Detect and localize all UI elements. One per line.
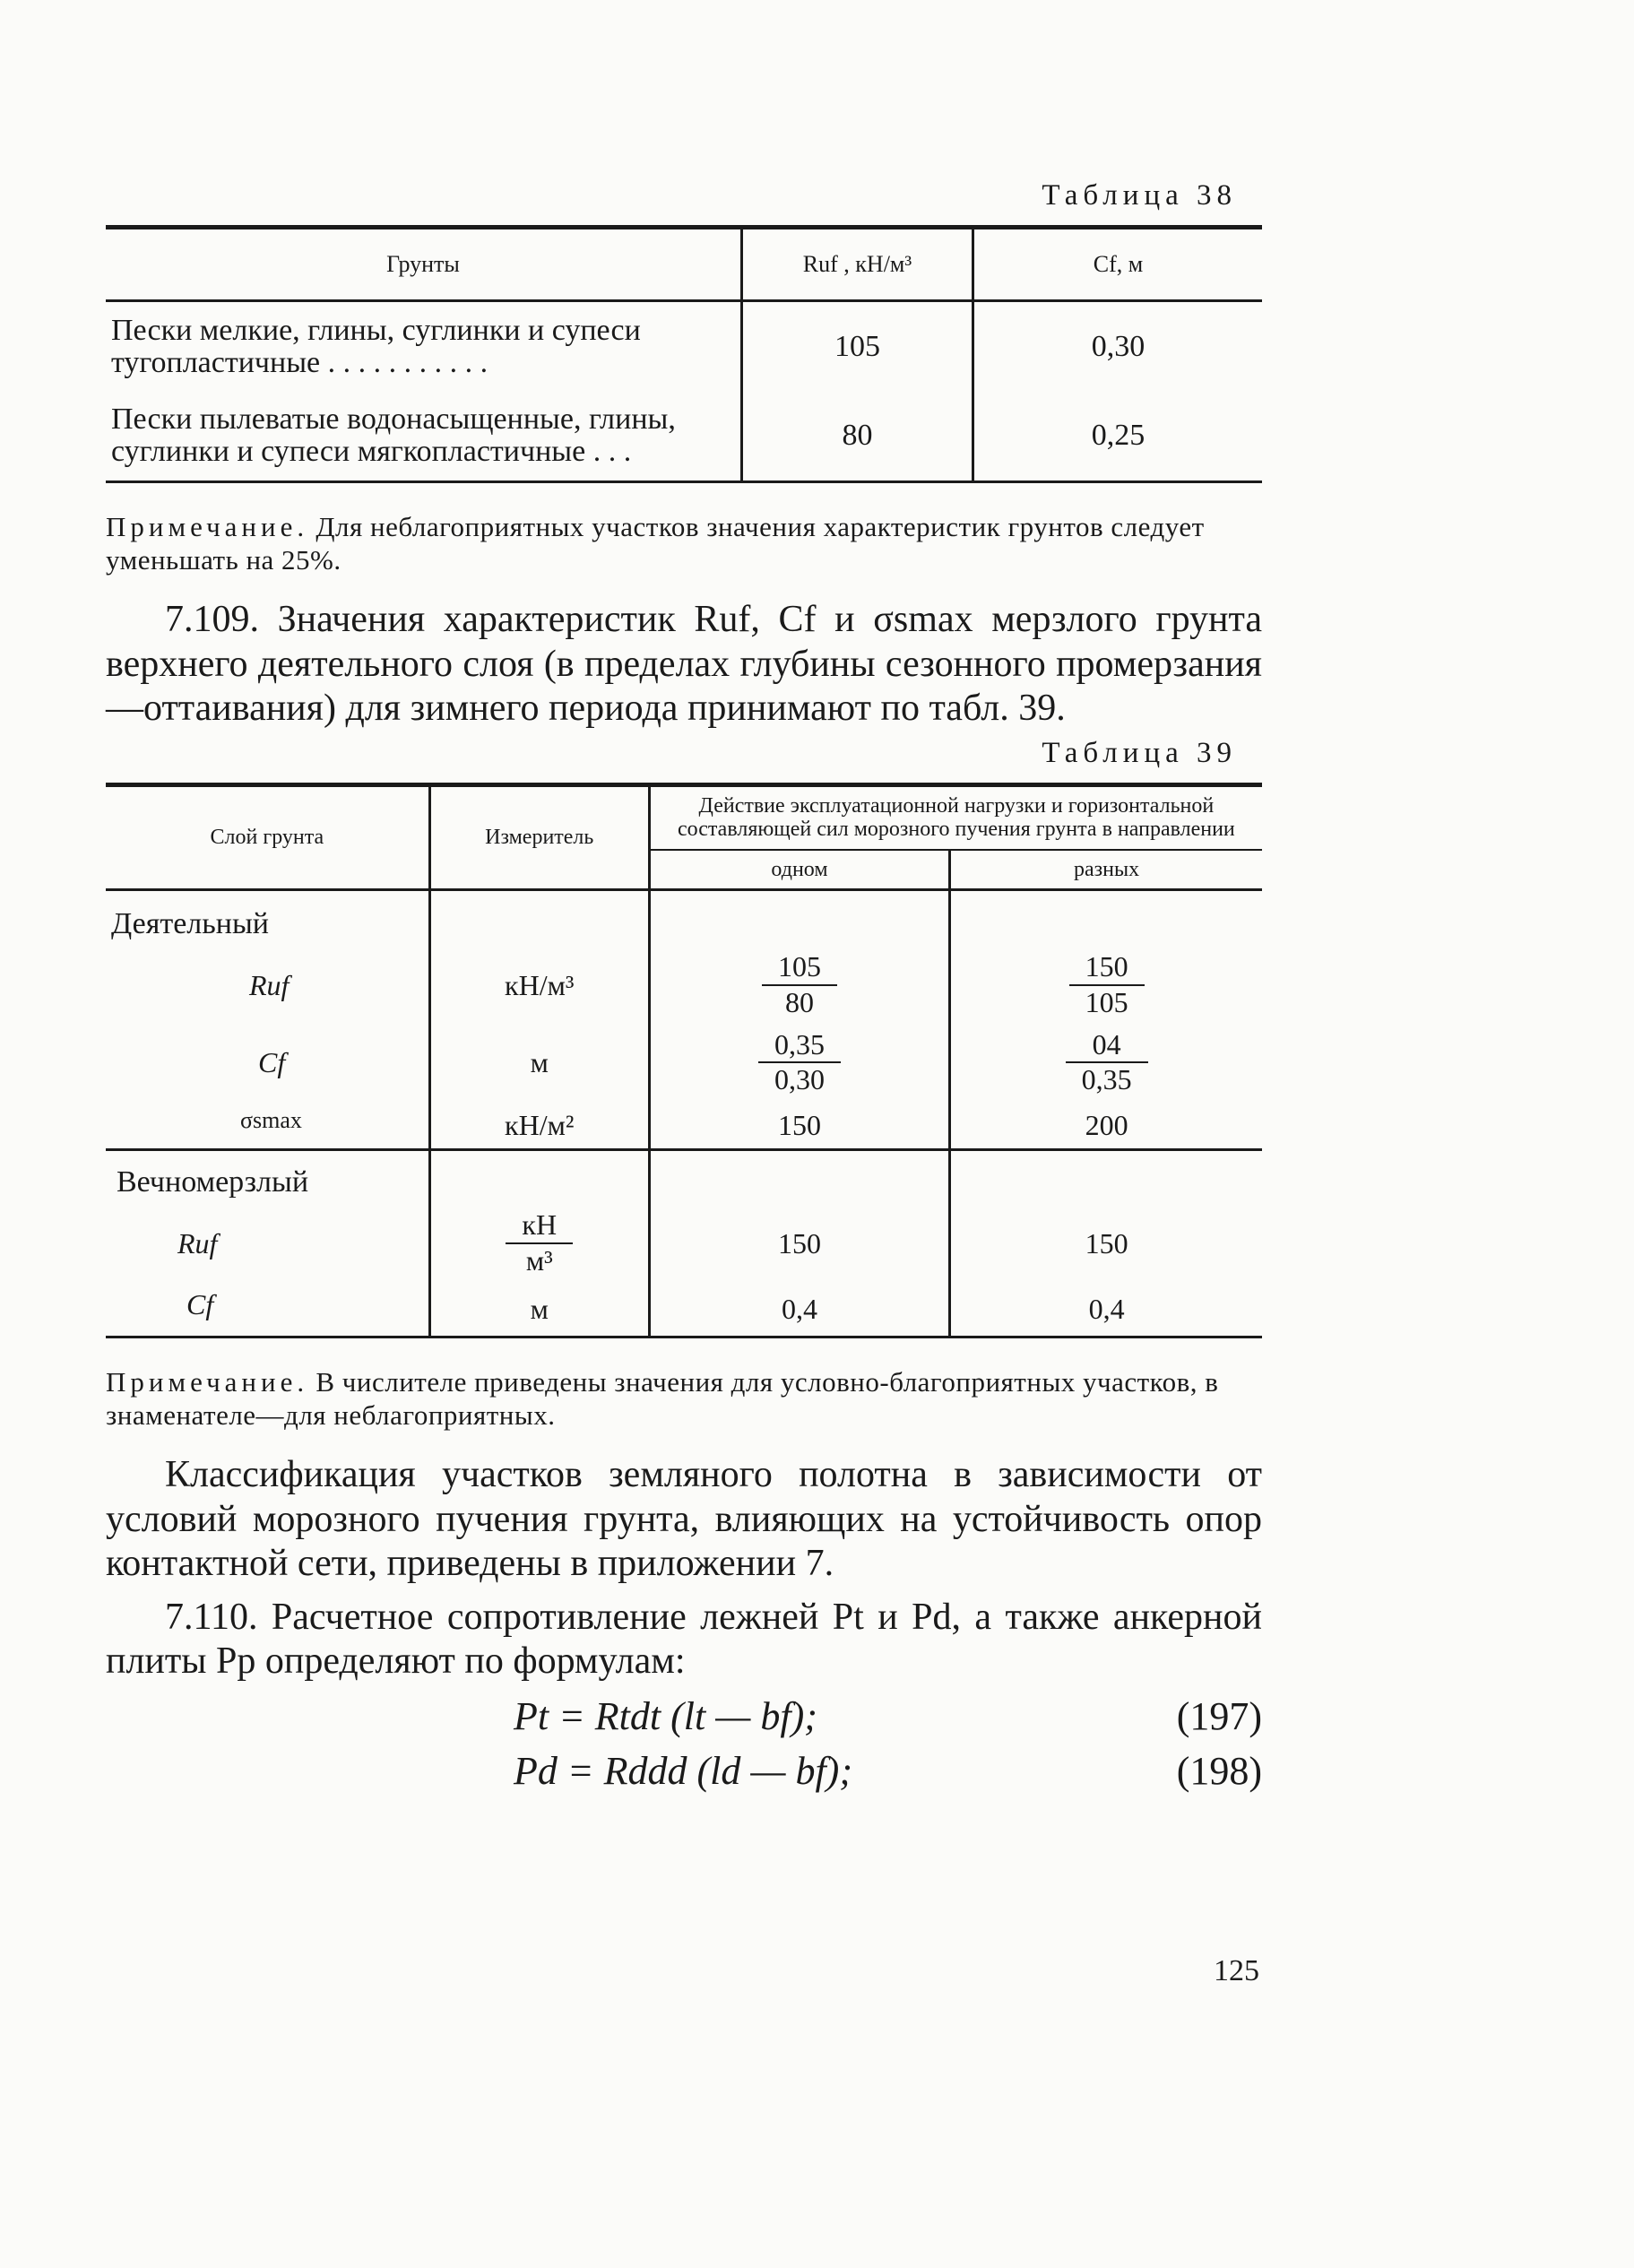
sigma-label: σsmax [240, 1107, 302, 1134]
table-row [106, 301, 1262, 392]
table39-caption: Таблица 39 [1042, 736, 1237, 769]
unit-numerator: кН [506, 1210, 573, 1244]
frac-denominator: 0,30 [774, 1063, 825, 1096]
page-content [106, 179, 1262, 1794]
cf-cell: 0,30 [973, 301, 1263, 392]
frac-denominator: 0,35 [1081, 1063, 1132, 1096]
table38 [106, 225, 1262, 483]
table38-note [106, 510, 1262, 576]
frac-numerator: 105 [762, 952, 837, 986]
ruf-label: Ruf [249, 968, 290, 1001]
table-row [106, 1025, 1262, 1103]
table38-header-cf: Cf, м [973, 228, 1263, 301]
table39-header-unit: Измеритель [429, 784, 649, 889]
table-row [106, 947, 1262, 1025]
table39-header-diff: разных [950, 850, 1262, 890]
table38-header-ruf: Ruf , кН/м³ [742, 228, 973, 301]
table38-header-soil: Грунты [106, 228, 742, 301]
table39-header-layer: Слой грунта [210, 826, 324, 850]
table39-header-one: одном [649, 850, 949, 890]
table-row [106, 1283, 1262, 1337]
note-text: Для неблагоприятных участков значения характеристик грунтов следует уменьшать на 25%. [106, 510, 1205, 576]
note-text: В числителе приведены значения для условно-благоприятных участков, в знаменателе—для неблагоприятных. [106, 1365, 1219, 1431]
soil-cell: Пески пылеватые водонасыщенные, глины, суглинки и супеси мягкопластичные . . . [111, 403, 676, 469]
table39-header-action: Действие эксплуатационной нагрузки и горизонтальной составляющей сил морозного пучения грунта в направлении [649, 784, 1262, 849]
value-cell: 0,4 [950, 1283, 1262, 1337]
formula-197 [106, 1693, 1262, 1739]
unit-cell: м [429, 1025, 649, 1103]
table-row [106, 391, 1262, 481]
value-cell: 0,4 [649, 1283, 949, 1337]
value-cell: 150 [649, 1205, 949, 1283]
cf-label: Cf [186, 1287, 214, 1320]
group-active: Деятельный [111, 906, 269, 940]
frac-denominator: 80 [784, 985, 814, 1018]
formula-198-number: (198) [1176, 1748, 1262, 1793]
formula-197-expr: Pt = Rtdt (lt — bf); [514, 1693, 817, 1738]
cf-label: Cf [258, 1046, 286, 1079]
frac-numerator: 0,35 [758, 1030, 841, 1064]
frac-numerator: 150 [1069, 952, 1145, 986]
formula-197-number: (197) [1176, 1693, 1262, 1738]
table39-note [106, 1365, 1262, 1432]
ruf-cell: 105 [742, 301, 973, 392]
table38-caption: Таблица 38 [1042, 179, 1237, 212]
unit-cell: кН/м³ [429, 947, 649, 1025]
note-label: Примечание. [106, 1365, 309, 1398]
formula-198-expr: Pd = Rddd (ld — bf); [514, 1748, 852, 1793]
unit-cell: м [429, 1283, 649, 1337]
ruf-label: Ruf [177, 1226, 218, 1260]
table39 [106, 783, 1262, 1338]
unit-denominator: м³ [525, 1243, 553, 1277]
group-permafrost: Вечномерзлый [117, 1165, 309, 1199]
unit-cell: кН/м² [429, 1102, 649, 1150]
paragraph-classification: Классификация участков земляного полотна в зависимости от условий морозного пучения грунта, влияющих на устойчивость опор контактной сети, приведены в приложении 7. [106, 1454, 1262, 1585]
ruf-cell: 80 [742, 391, 973, 481]
value-cell: 150 [649, 1102, 949, 1150]
value-cell: 150 [950, 1205, 1262, 1283]
page-number: 125 [1214, 1954, 1259, 1987]
paragraph-7110: 7.110. Расчетное сопротивление лежней Pt и Pd, а также анкерной плиты Pp определяют по формулам: [106, 1596, 1262, 1683]
paragraph-7109: 7.109. Значения характеристик Ruf, Cf и σsmax мерзлого грунта верхнего деятельного слоя (в пределах глубины сезонного промерзания—оттаивания) для зимнего периода принимают по табл. 39. [106, 599, 1262, 730]
note-label: Примечание. [106, 510, 309, 542]
frac-denominator: 105 [1085, 985, 1128, 1018]
frac-numerator: 04 [1066, 1030, 1148, 1064]
soil-cell: Пески мелкие, глины, суглинки и супеси тугопластичные . . . . . . . . . . . [111, 314, 641, 379]
formula-198 [106, 1748, 1262, 1794]
cf-cell: 0,25 [973, 391, 1263, 481]
value-cell: 200 [950, 1102, 1262, 1150]
table-row [106, 1205, 1262, 1283]
table-row [106, 1102, 1262, 1150]
